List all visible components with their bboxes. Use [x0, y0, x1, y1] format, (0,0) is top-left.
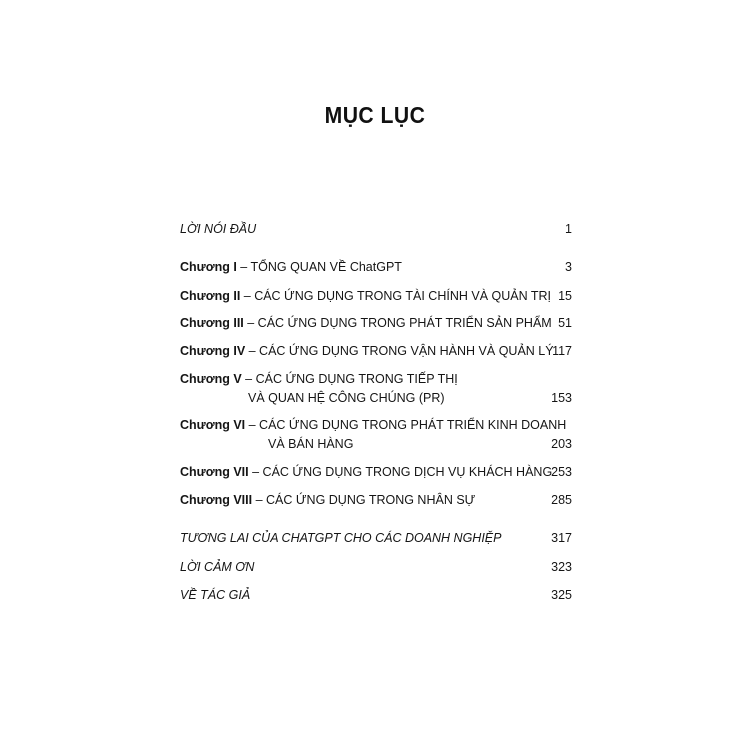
toc-page-number: 1: [565, 222, 572, 236]
toc-page-number: 253: [551, 465, 572, 479]
chapter-label: Chương III: [180, 316, 244, 330]
toc-entry-future: [180, 531, 572, 545]
toc-entry-title: – CÁC ỨNG DỤNG TRONG NHÂN SỰ: [252, 493, 476, 507]
toc-entry-chapter-3: [180, 316, 572, 330]
chapter-label: Chương II: [180, 289, 241, 303]
toc-page-number: 285: [551, 493, 572, 507]
toc-page-number: 153: [551, 391, 572, 405]
toc-entry-chapter-8: [180, 493, 572, 507]
toc-page-number: 323: [551, 560, 572, 574]
toc-page-number: 15: [558, 289, 572, 303]
toc-entry-title: – TỔNG QUAN VỀ ChatGPT: [236, 260, 402, 274]
toc-entry-title: TƯƠNG LAI CỦA CHATGPT CHO CÁC DOANH NGHIỆP: [180, 531, 502, 545]
toc-entry-title: – CÁC ỨNG DỤNG TRONG PHÁT TRIỂN KINH DOANH: [245, 418, 567, 432]
toc-entry-title: – CÁC ỨNG DỤNG TRONG VẬN HÀNH VÀ QUẢN LÝ: [245, 344, 554, 358]
toc-page-number: 3: [565, 260, 572, 274]
toc-entry-title: LỜI CẢM ƠN: [180, 560, 255, 574]
toc-entry-chapter-2: [180, 289, 572, 303]
toc-page-number: 203: [551, 437, 572, 451]
toc-entry-chapter-4: [180, 344, 572, 358]
toc-entry-title: LỜI NÓI ĐẦU: [180, 222, 257, 236]
toc-entry-preface: [180, 222, 572, 236]
toc-entry-title: – CÁC ỨNG DỤNG TRONG TÀI CHÍNH VÀ QUẢN TRỊ: [240, 289, 552, 303]
page-title: MỤC LỤC: [324, 102, 426, 128]
toc-entry-chapter-1: [180, 260, 572, 274]
chapter-label: Chương I: [180, 260, 237, 274]
toc-entry-chapter-6: [180, 418, 572, 451]
toc-entry-title-continuation: VÀ QUAN HỆ CÔNG CHÚNG (PR): [248, 391, 445, 405]
toc-entry-title: – CÁC ỨNG DỤNG TRONG TIẾP THỊ: [241, 372, 458, 386]
chapter-label: Chương IV: [180, 344, 246, 358]
toc-page-number: 51: [558, 316, 572, 330]
chapter-label: Chương VI: [180, 418, 246, 432]
toc-entry-about-author: [180, 588, 572, 602]
toc-entry-acknowledgements: [180, 560, 572, 574]
chapter-label: Chương V: [180, 372, 242, 386]
toc-page-number: 117: [552, 344, 572, 358]
toc-entry-title: VỀ TÁC GIẢ: [180, 588, 251, 602]
toc-page-number: 317: [551, 531, 572, 545]
chapter-label: Chương VIII: [180, 493, 253, 507]
toc-entry-chapter-5: [180, 372, 572, 405]
toc-page-number: 325: [551, 588, 572, 602]
chapter-label: Chương VII: [180, 465, 249, 479]
toc-entry-chapter-7: [180, 465, 572, 479]
toc-entry-title: – CÁC ỨNG DỤNG TRONG DỊCH VỤ KHÁCH HÀNG: [248, 465, 553, 479]
toc-entry-title: – CÁC ỨNG DỤNG TRONG PHÁT TRIỂN SẢN PHẨM: [243, 316, 552, 330]
toc-entry-title-continuation: VÀ BÁN HÀNG: [268, 437, 354, 451]
